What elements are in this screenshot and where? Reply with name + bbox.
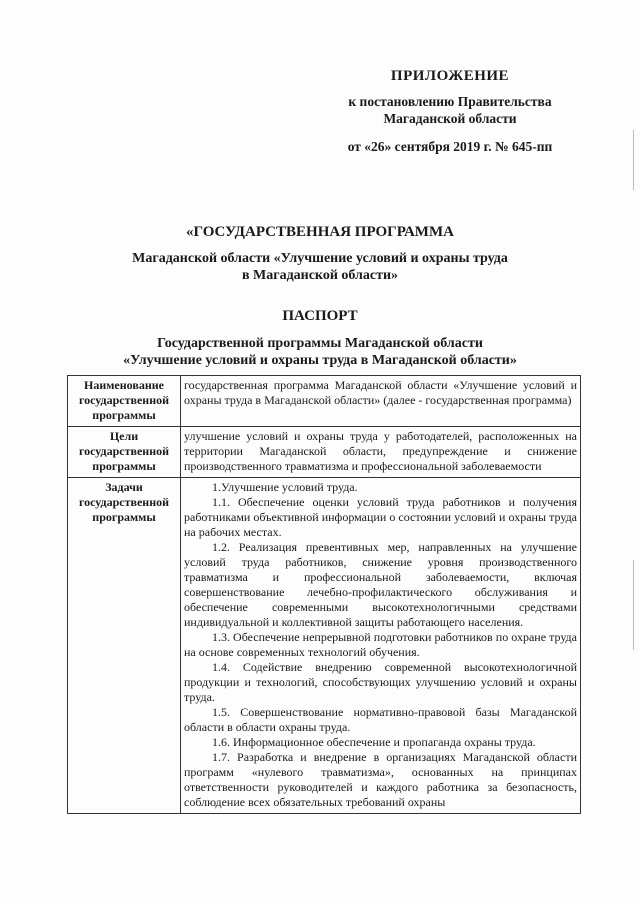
appendix-date-line: от «26» сентября 2019 г. № 645-пп (347, 139, 553, 154)
row-paragraph: улучшение условий и охраны труда у работодателей, расположенных на территории Магаданской области, предупреждение и снижение производственного травматизма и профессиональной заболеваемости (184, 429, 577, 473)
appendix-title: ПРИЛОЖЕНИЕ (390, 68, 510, 84)
passport-line-1: Государственной программы Магаданской области (157, 336, 483, 351)
row-paragraph: государственная программа Магаданской области «Улучшение условий и охраны труда в Магаданской области» (далее - государственная программа) (184, 378, 577, 407)
passport-table (67, 375, 581, 814)
scan-edge-mark (633, 130, 634, 190)
row-label-tasks: Задачи государственной программы (68, 478, 181, 814)
appendix-line-2: Магаданской области (383, 111, 517, 126)
row-label-name: Наименование государственной программы (68, 376, 181, 427)
passport-title: ПАСПОРТ (282, 308, 358, 324)
task-paragraph: 1.3. Обеспечение непрерывной подготовки работников по охране труда на основе современных технологий обучения. (184, 630, 577, 659)
row-value-goals (181, 427, 581, 478)
task-paragraph: 1.6. Информационное обеспечение и пропаганда охраны труда. (212, 735, 536, 749)
task-paragraph: 1.1. Обеспечение оценки условий труда работников и получения работниками объективной информации о состоянии условий и охраны труда на рабочих местах. (184, 495, 577, 539)
task-paragraph: 1.Улучшение условий труда. (212, 480, 358, 494)
task-paragraph: 1.5. Совершенствование нормативно-правовой базы Магаданской области в области охраны труда. (184, 705, 577, 734)
task-paragraph: 1.7. Разработка и внедрение в организациях Магаданской области программ «нулевого травматизма», основанных на принципах ответственности руководителей и каждого работника за безопасность, соблюдение всех обязательных требований охраны (184, 750, 577, 809)
row-label-goals: Цели государственной программы (68, 427, 181, 478)
table-row (68, 427, 581, 478)
table-row (68, 376, 581, 427)
row-value-name (181, 376, 581, 427)
program-title-line-2: Магаданской области «Улучшение условий и охраны труда (132, 251, 508, 266)
table-row (68, 478, 581, 814)
appendix-line-1: к постановлению Правительства (348, 94, 552, 109)
scan-edge-mark (633, 560, 634, 650)
appendix-header (300, 68, 600, 155)
program-title-line-3: в Магаданской области» (241, 268, 399, 283)
passport-line-2: «Улучшение условий и охраны труда в Магаданской области» (123, 353, 517, 368)
passport-heading (60, 308, 580, 369)
task-paragraph: 1.2. Реализация превентивных мер, направленных на улучшение условий труда работников, снижение уровня производственного травматизма и профессиональной заболеваемости, включая совершенствование лечебно-профилактического обслуживания и обеспечение современными высокотехнологичными средствами индивидуальной и коллективной защиты работающего населения. (184, 540, 577, 629)
row-value-tasks (181, 478, 581, 814)
program-title (60, 224, 580, 284)
task-paragraph: 1.4. Содействие внедрению современной высокотехнологичной продукции и технологий, способствующих улучшению условий и охраны труда. (184, 660, 577, 704)
program-title-line-1: «ГОСУДАРСТВЕННАЯ ПРОГРАММА (186, 224, 454, 240)
